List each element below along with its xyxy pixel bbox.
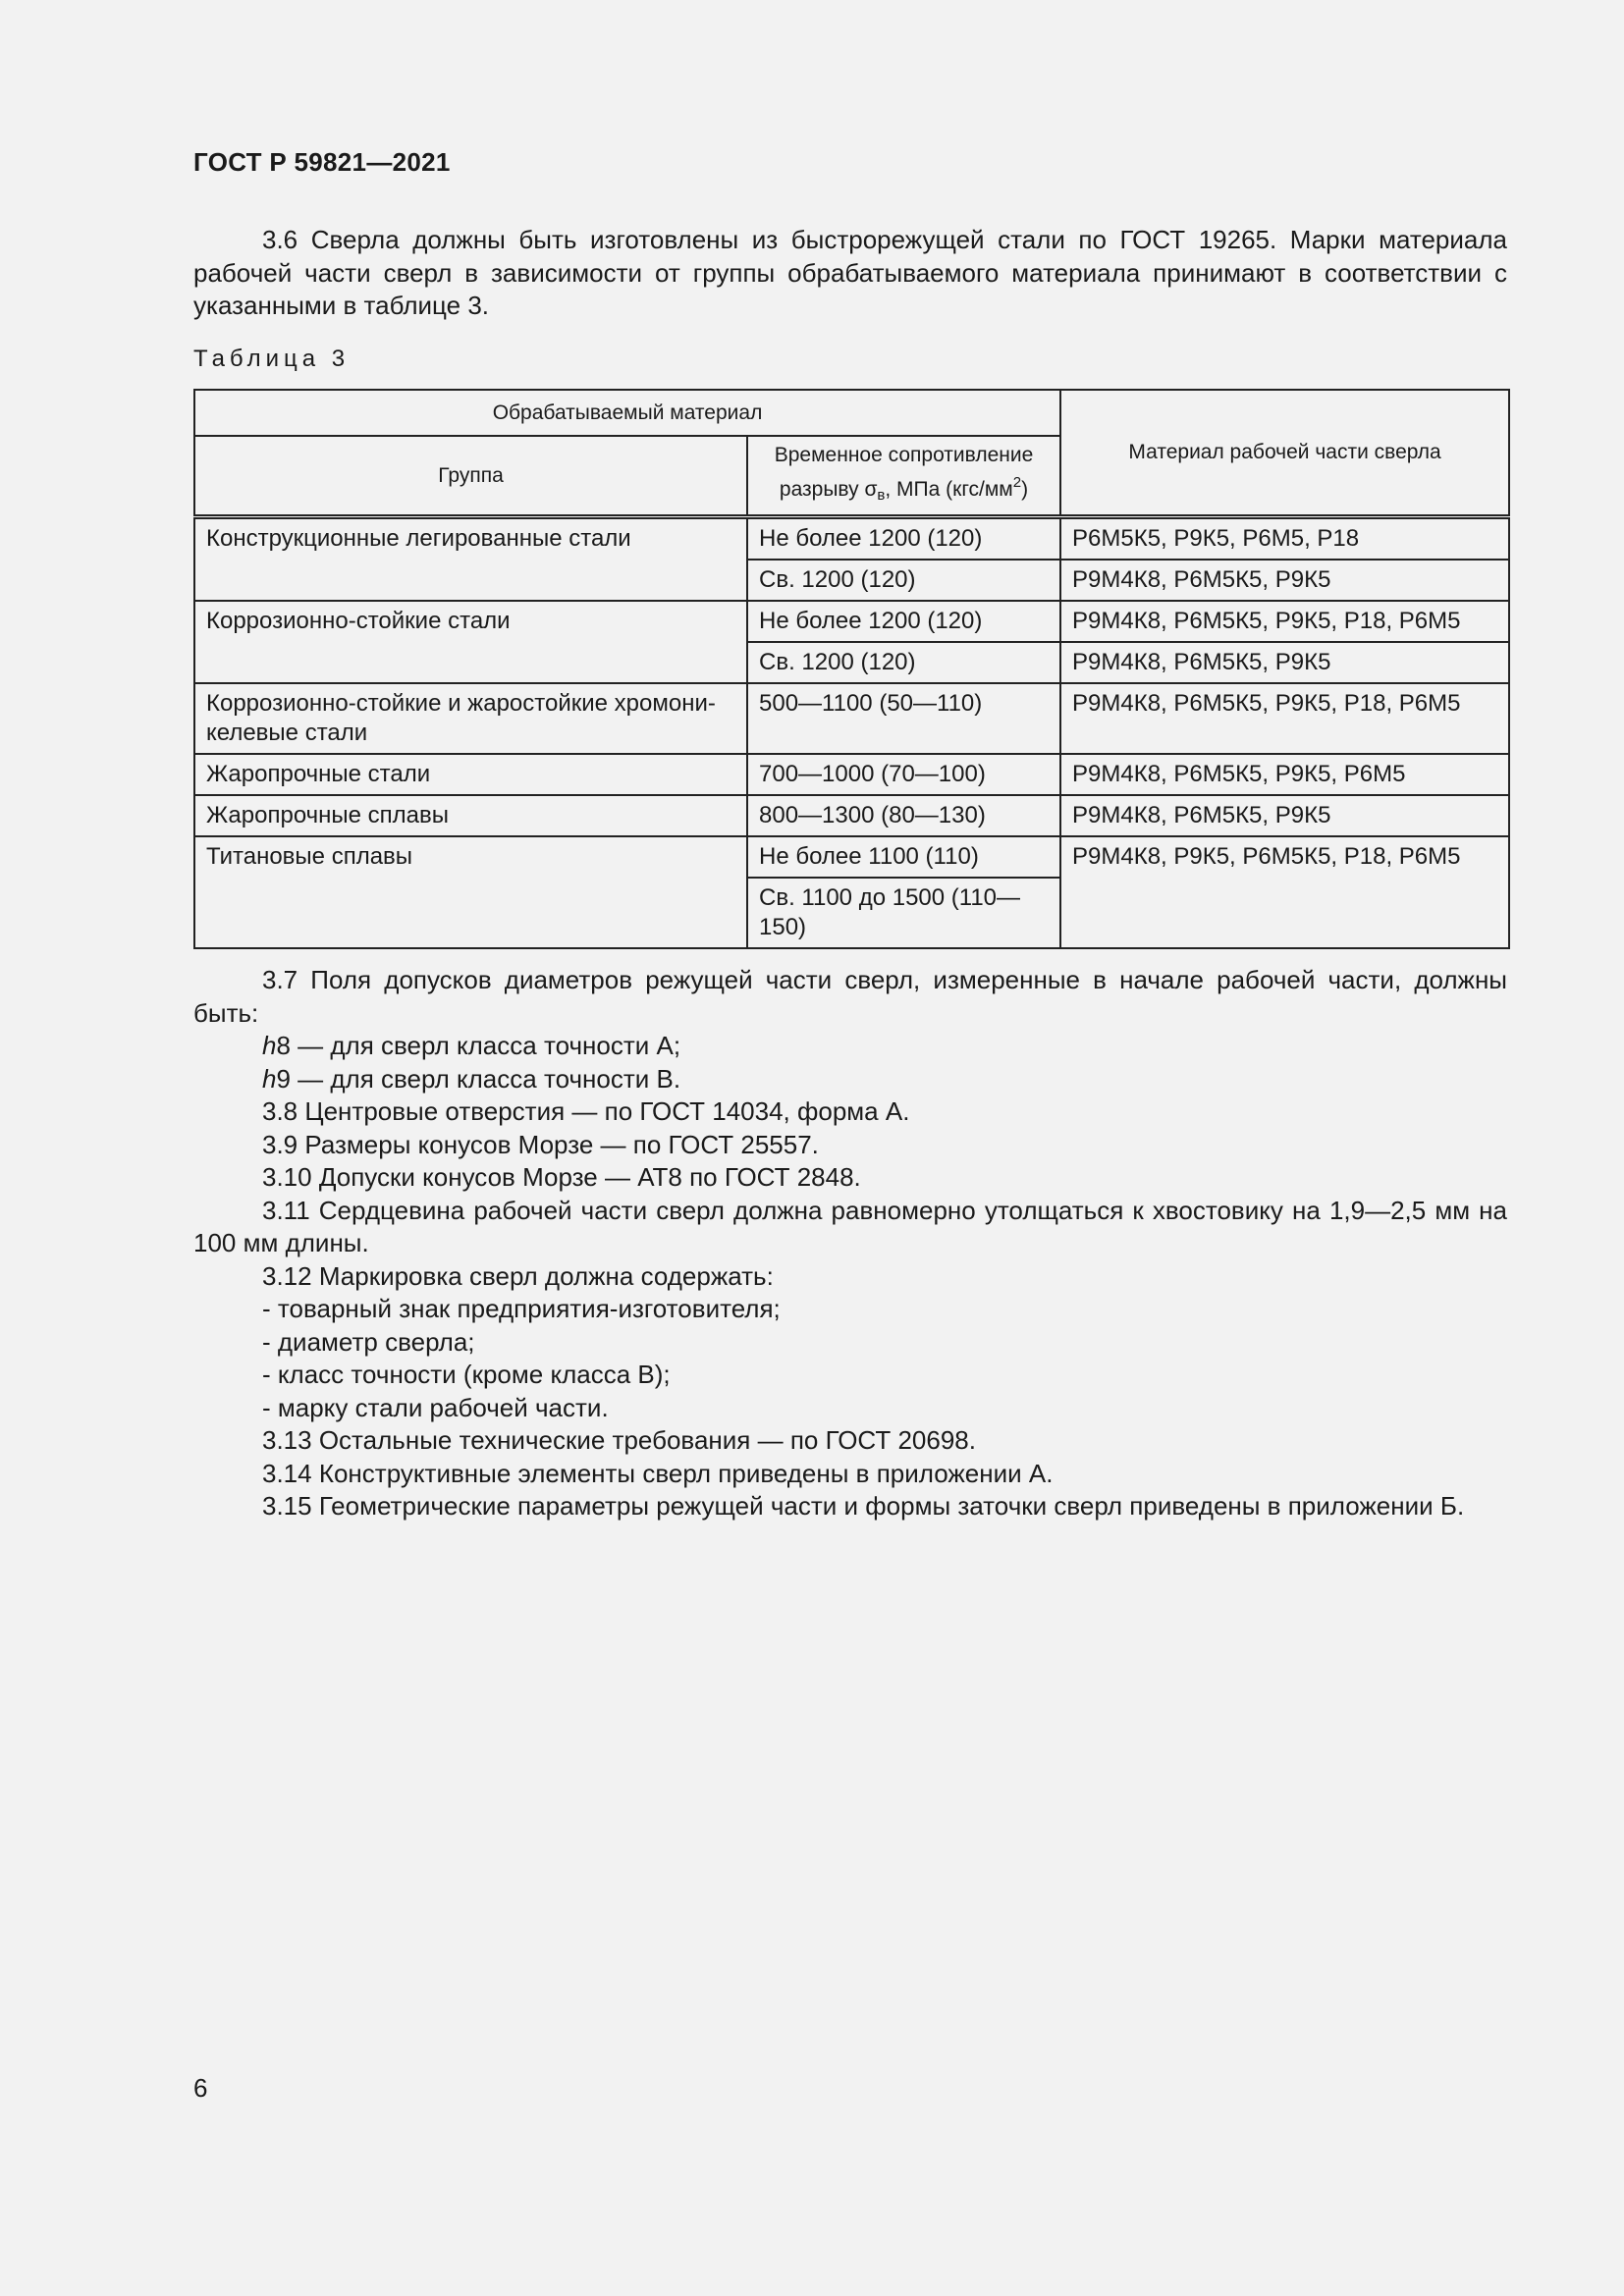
tolerance-h8: h8 — для сверл класса точности А; bbox=[262, 1031, 681, 1060]
paragraph-3-6: 3.6 Сверла должны быть изготовлены из быстрорежущей стали по ГОСТ 19265. Марки материала рабочей части сверл в зависимости от группы обрабатываемого материала принимают в соответствии с указанными в таблице 3. bbox=[193, 225, 1507, 320]
cell-material: Р6М5К5, Р9К5, Р6М5, Р18 bbox=[1060, 517, 1509, 561]
paragraph-3-15: 3.15 Геометрические параметры режущей части и формы заточки сверл приведены в приложении Б. bbox=[262, 1491, 1465, 1521]
cell-strength: 700—1000 (70—100) bbox=[747, 754, 1060, 795]
cell-material: Р9М4К8, Р6М5К5, Р9К5, Р6М5 bbox=[1060, 754, 1509, 795]
cell-group: Жаропрочные стали bbox=[194, 754, 747, 795]
cell-group: Жаропрочные сплавы bbox=[194, 795, 747, 836]
cell-strength: Св. 1200 (120) bbox=[747, 642, 1060, 683]
cell-material: Р9М4К8, Р6М5К5, Р9К5, Р18, Р6М5 bbox=[1060, 683, 1509, 754]
cell-strength: Св. 1200 (120) bbox=[747, 560, 1060, 601]
table-row bbox=[194, 836, 1509, 878]
cell-material: Р9М4К8, Р9К5, Р6М5К5, Р18, Р6М5 bbox=[1060, 836, 1509, 948]
requirements-list bbox=[193, 964, 1507, 1523]
marking-item: - диаметр сверла; bbox=[262, 1326, 475, 1357]
cell-strength: Не более 1200 (120) bbox=[747, 517, 1060, 561]
cell-material: Р9М4К8, Р6М5К5, Р9К5, Р18, Р6М5 bbox=[1060, 601, 1509, 642]
document-header: ГОСТ Р 59821—2021 bbox=[193, 147, 451, 177]
cell-group: Коррозионно-стойкие стали bbox=[194, 601, 747, 683]
cell-group: Конструкционные легированные стали bbox=[194, 517, 747, 602]
table-row bbox=[194, 601, 1509, 642]
paragraph-3-11: 3.11 Сердцевина рабочей части сверл должна равномерно утолщаться к хвостовику на 1,9—2,5 мм на 100 мм длины. bbox=[193, 1195, 1507, 1257]
cell-strength: 500—1100 (50—110) bbox=[747, 683, 1060, 754]
marking-item: - марку стали рабочей части. bbox=[262, 1392, 609, 1422]
marking-item: - товарный знак предприятия-изготовителя; bbox=[262, 1294, 781, 1323]
cell-strength: 800—1300 (80—130) bbox=[747, 795, 1060, 836]
table-row bbox=[194, 517, 1509, 561]
cell-group: Титановые сплавы bbox=[194, 836, 747, 948]
paragraph-3-8: 3.8 Центровые отверстия — по ГОСТ 14034, форма А. bbox=[262, 1096, 910, 1126]
page-number: 6 bbox=[193, 2073, 208, 2103]
table-row bbox=[194, 795, 1509, 836]
header-group: Группа bbox=[194, 436, 747, 517]
paragraph-3-12: 3.12 Маркировка сверл должна содержать: bbox=[262, 1260, 774, 1291]
tolerance-h9: h9 — для сверл класса точности В. bbox=[262, 1063, 681, 1094]
header-drill-material: Материал рабочей части сверла bbox=[1060, 390, 1509, 517]
paragraph-3-10: 3.10 Допуски конусов Морзе — АТ8 по ГОСТ 2848. bbox=[262, 1162, 861, 1192]
header-processed-material: Обрабатываемый материал bbox=[194, 390, 1060, 436]
cell-strength: Не более 1200 (120) bbox=[747, 601, 1060, 642]
cell-strength: Не более 1100 (110) bbox=[747, 836, 1060, 878]
cell-material: Р9М4К8, Р6М5К5, Р9К5 bbox=[1060, 795, 1509, 836]
paragraph-3-13: 3.13 Остальные технические требования — по ГОСТ 20698. bbox=[262, 1425, 976, 1455]
materials-table bbox=[193, 389, 1510, 949]
paragraph-3-7: 3.7 Поля допусков диаметров режущей части сверл, измеренные в начале рабочей части, должны быть: bbox=[193, 965, 1507, 1028]
marking-item: - класс точности (кроме класса В); bbox=[262, 1360, 671, 1389]
cell-material: Р9М4К8, Р6М5К5, Р9К5 bbox=[1060, 642, 1509, 683]
header-strength: Временное сопротивление разрыву $\sigma_в$, МПа $(кгс/мм^2)$ bbox=[747, 436, 1060, 517]
cell-strength: Св. 1100 до 1500 (110—150) bbox=[747, 878, 1060, 948]
table-row bbox=[194, 683, 1509, 754]
paragraph-3-9: 3.9 Размеры конусов Морзе — по ГОСТ 25557. bbox=[262, 1129, 819, 1159]
cell-material: Р9М4К8, Р6М5К5, Р9К5 bbox=[1060, 560, 1509, 601]
table-caption: Таблица 3 bbox=[193, 346, 351, 372]
cell-group: Коррозионно-стойкие и жаростойкие хромони-келевые стали bbox=[194, 683, 747, 754]
paragraph-3-14: 3.14 Конструктивные элементы сверл приведены в приложении А. bbox=[262, 1458, 1054, 1488]
table-row bbox=[194, 754, 1509, 795]
